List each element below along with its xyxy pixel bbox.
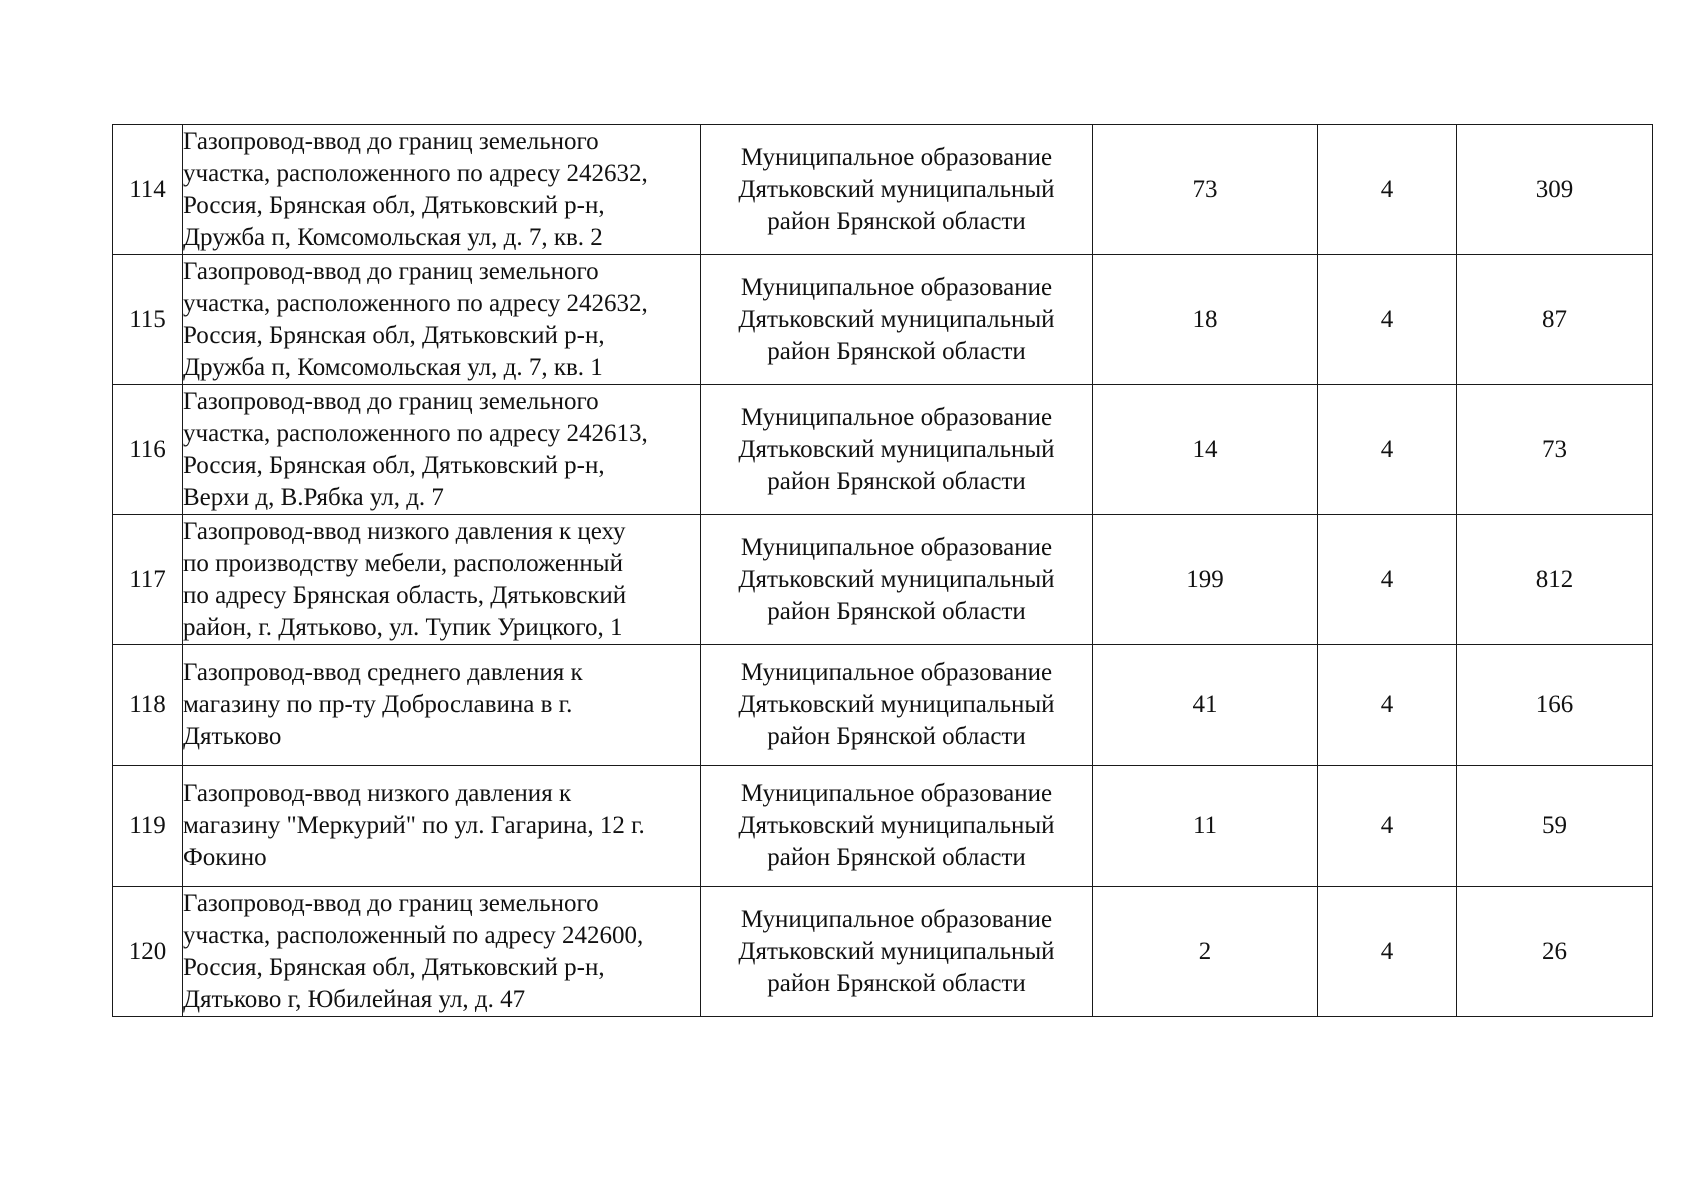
value-2: 4 bbox=[1318, 645, 1457, 766]
object-name: Газопровод-ввод до границ земельного участка, расположенного по адресу 242632, Россия, Брянская обл, Дятьковский р-н, Дружба п, Комсомольская ул, д. 7, кв. 1 bbox=[183, 255, 701, 385]
object-name: Газопровод-ввод до границ земельного участка, расположенный по адресу 242600, Россия, Брянская обл, Дятьковский р-н, Дятьково г, Юбилейная ул, д. 47 bbox=[183, 887, 701, 1017]
owner-name: Муниципальное образование Дятьковский муниципальный район Брянской области bbox=[701, 385, 1093, 515]
table-row bbox=[113, 125, 1653, 255]
value-3: 87 bbox=[1457, 255, 1653, 385]
value-3: 26 bbox=[1457, 887, 1653, 1017]
value-2: 4 bbox=[1318, 125, 1457, 255]
table-row bbox=[113, 766, 1653, 887]
table-row bbox=[113, 255, 1653, 385]
value-2: 4 bbox=[1318, 255, 1457, 385]
value-1: 11 bbox=[1093, 766, 1318, 887]
value-1: 41 bbox=[1093, 645, 1318, 766]
owner-name: Муниципальное образование Дятьковский муниципальный район Брянской области bbox=[701, 766, 1093, 887]
object-name: Газопровод-ввод до границ земельного участка, расположенного по адресу 242613, Россия, Брянская обл, Дятьковский р-н, Верхи д, В.Рябка ул, д. 7 bbox=[183, 385, 701, 515]
row-number: 118 bbox=[113, 645, 183, 766]
value-2: 4 bbox=[1318, 515, 1457, 645]
object-name: Газопровод-ввод до границ земельного участка, расположенного по адресу 242632, Россия, Брянская обл, Дятьковский р-н, Дружба п, Комсомольская ул, д. 7, кв. 2 bbox=[183, 125, 701, 255]
owner-name: Муниципальное образование Дятьковский муниципальный район Брянской области bbox=[701, 515, 1093, 645]
value-2: 4 bbox=[1318, 887, 1457, 1017]
value-2: 4 bbox=[1318, 766, 1457, 887]
table-row bbox=[113, 645, 1653, 766]
table-row bbox=[113, 887, 1653, 1017]
value-1: 73 bbox=[1093, 125, 1318, 255]
object-name: Газопровод-ввод среднего давления к магазину по пр-ту Доброславина в г. Дятьково bbox=[183, 645, 701, 766]
value-3: 812 bbox=[1457, 515, 1653, 645]
owner-name: Муниципальное образование Дятьковский муниципальный район Брянской области bbox=[701, 255, 1093, 385]
row-number: 115 bbox=[113, 255, 183, 385]
value-1: 2 bbox=[1093, 887, 1318, 1017]
row-number: 120 bbox=[113, 887, 183, 1017]
owner-name: Муниципальное образование Дятьковский муниципальный район Брянской области bbox=[701, 887, 1093, 1017]
row-number: 114 bbox=[113, 125, 183, 255]
object-name: Газопровод-ввод низкого давления к магазину "Меркурий" по ул. Гагарина, 12 г. Фокино bbox=[183, 766, 701, 887]
value-3: 59 bbox=[1457, 766, 1653, 887]
owner-name: Муниципальное образование Дятьковский муниципальный район Брянской области bbox=[701, 125, 1093, 255]
value-1: 199 bbox=[1093, 515, 1318, 645]
value-1: 14 bbox=[1093, 385, 1318, 515]
value-3: 309 bbox=[1457, 125, 1653, 255]
value-3: 73 bbox=[1457, 385, 1653, 515]
row-number: 119 bbox=[113, 766, 183, 887]
owner-name: Муниципальное образование Дятьковский муниципальный район Брянской области bbox=[701, 645, 1093, 766]
row-number: 116 bbox=[113, 385, 183, 515]
value-3: 166 bbox=[1457, 645, 1653, 766]
value-1: 18 bbox=[1093, 255, 1318, 385]
table-row bbox=[113, 385, 1653, 515]
object-name: Газопровод-ввод низкого давления к цеху по производству мебели, расположенный по адресу Брянская область, Дятьковский район, г. Дятьково, ул. Тупик Урицкого, 1 bbox=[183, 515, 701, 645]
table-row bbox=[113, 515, 1653, 645]
value-2: 4 bbox=[1318, 385, 1457, 515]
row-number: 117 bbox=[113, 515, 183, 645]
gas-pipeline-registry-table bbox=[112, 124, 1653, 1017]
